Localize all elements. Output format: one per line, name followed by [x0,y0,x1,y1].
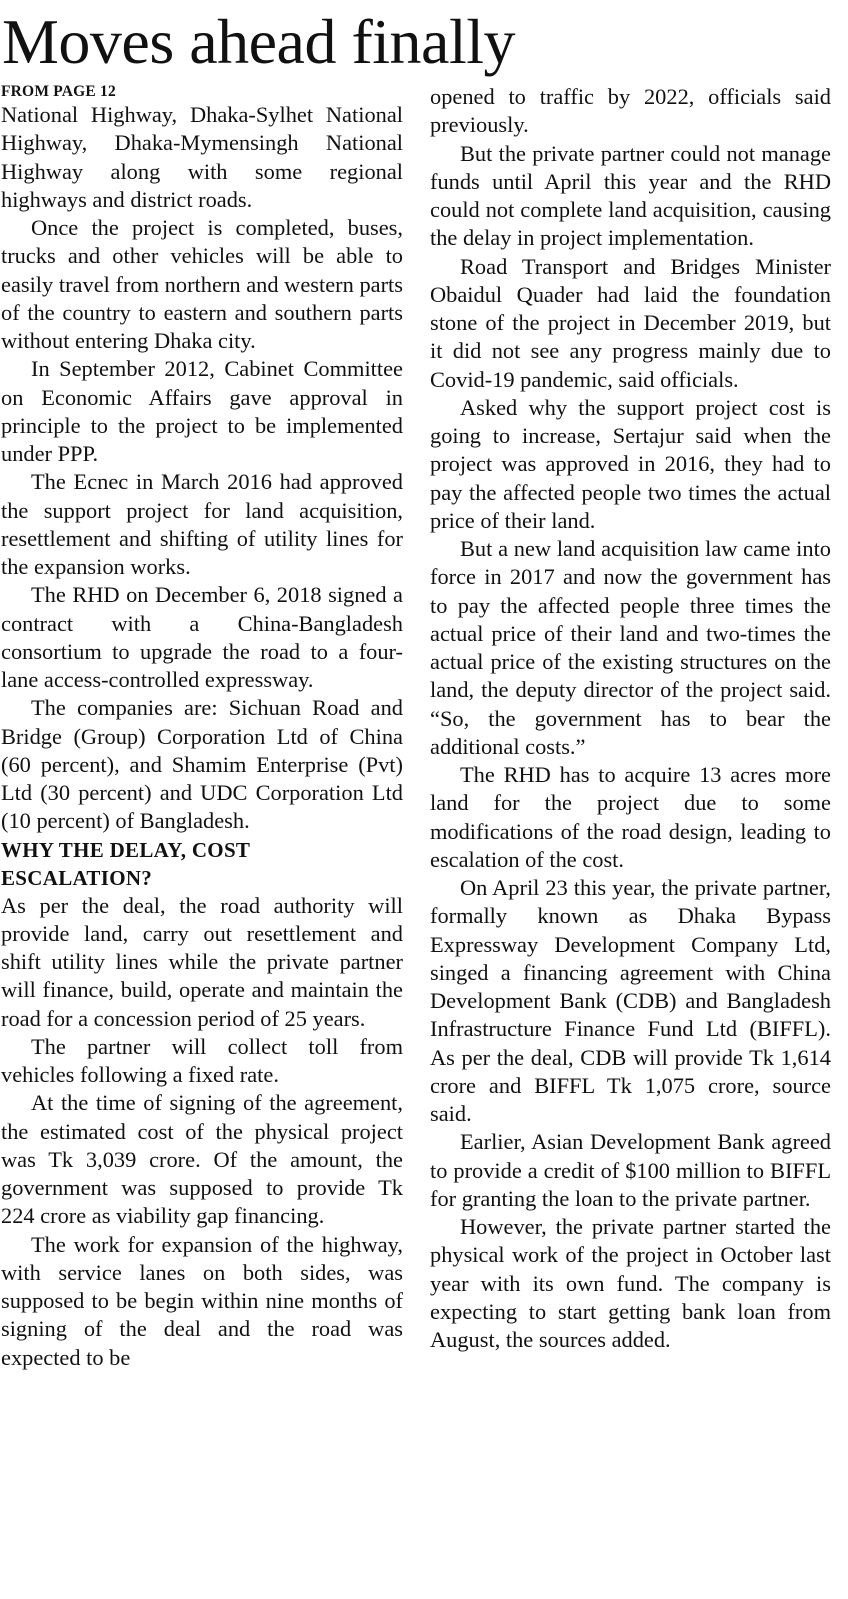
right-column [430,83,831,1593]
paragraph: The Ecnec in March 2016 had approved the support project for land acquisition, resettlement and shifting of utility lines for the expansion works. [1,469,403,579]
paragraph: Asked why the support project cost is going to increase, Sertajur said when the project was approved in 2016, they had to pay the affected people two times the actual price of their land. [430,394,831,533]
paragraph: As per the deal, the road authority will provide land, carry out resettlement and shift utility lines while the private partner will finance, build, operate and maintain the road for a concession period of 25 years. [1,892,403,1031]
paragraph: But the private partner could not manage funds until April this year and the RHD could not complete land acquisition, causing the delay in project implementation. [430,140,831,251]
paragraph: National Highway, Dhaka-Sylhet National Highway, Dhaka-Mymensingh National Highway along with some regional highways and district roads. [1,102,403,212]
paragraph: The RHD on December 6, 2018 signed a contract with a China-Bangladesh consortium to upgrade the road to a four-lane access-controlled expressway. [1,582,403,692]
paragraph: Earlier, Asian Development Bank agreed to provide a credit of $100 million to BIFFL for granting the loan to the private partner. [430,1129,831,1211]
paragraph: However, the private partner started the physical work of the project in October last year with its own fund. The company is expecting to start getting bank loan from August, the sources added. [430,1214,831,1352]
left-column [1,82,403,1592]
paragraph: But a new land acquisition law came into force in 2017 and now the government has to pay the affected people three times the actual price of their land and two-times the actual price of the existing structures on the land, the deputy director of the project said. “So, the government has to bear the additional costs.” [430,536,831,759]
paragraph: Once the project is completed, buses, trucks and other vehicles will be able to easily travel from northern and western parts of the country to eastern and southern parts without entering Dhaka city. [1,215,403,353]
paragraph: Road Transport and Bridges Minister Obaidul Quader had laid the foundation stone of the project in December 2019, but it did not see any progress mainly due to Covid-19 pandemic, said officials. [430,253,831,392]
paragraph: The work for expansion of the highway, with service lanes on both sides, was supposed to be begin within nine months of signing of the deal and the road was expected to be [1,1231,403,1370]
jump-line: FROM PAGE 12 [1,83,116,100]
paragraph: opened to traffic by 2022, officials said previously. [430,84,831,138]
section-subhead: WHY THE DELAY, COST ESCALATION? [1,837,250,890]
paragraph: On April 23 this year, the private partner, formally known as Dhaka Bypass Expressway Development Company Ltd, singed a financing agreement with China Development Bank (CDB) and Bangladesh Infrastructure Finance Fund Ltd (BIFFL). As per the deal, CDB will provide Tk 1,614 crore and BIFFL Tk 1,075 crore, source said. [430,875,831,1126]
paragraph: The RHD has to acquire 13 acres more land for the project due to some modifications of the road design, leading to escalation of the cost. [430,762,831,872]
paragraph: At the time of signing of the agreement, the estimated cost of the physical project was Tk 3,039 crore. Of the amount, the government was supposed to provide Tk 224 crore as viability gap financing. [1,1090,403,1229]
paragraph: In September 2012, Cabinet Committee on Economic Affairs gave approval in principle to the project to be implemented under PPP. [1,356,403,466]
headline: Moves ahead finally [2,6,515,77]
paragraph: The companies are: Sichuan Road and Bridge (Group) Corporation Ltd of China (60 percent), and Shamim Enterprise (Pvt) Ltd (30 percent) and UDC Corporation Ltd (10 percent) of Bangladesh. [1,695,403,834]
paragraph: The partner will collect toll from vehicles following a fixed rate. [1,1033,403,1087]
